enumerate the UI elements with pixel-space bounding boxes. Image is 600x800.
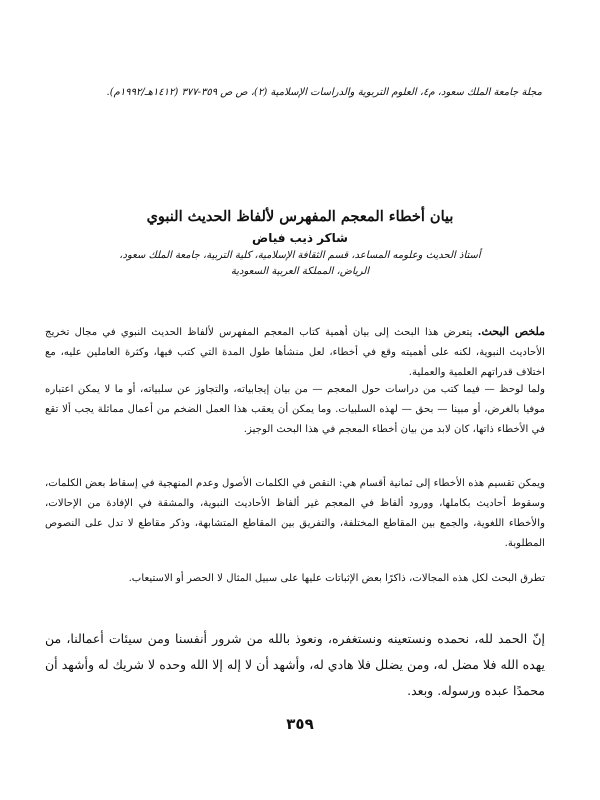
abstract-paragraph-3: ويمكن تقسيم هذه الأخطاء إلى ثمانية أقسام هي: النقص في الكلمات الأصول وعدم المنهجية في إسقاط بعض الكلمات، وسقوط أحاديث بكاملها، وورود ألفاظ في المعجم غير ألفاظ الأحاديث النبوية، والمشقة في الإفادة من الإحالات، والأخطاء اللغوية، والجمع بين المقاطع المختلفة، والتفريق بين المقاطع المتشابهة، وذكر مقاطع لا تدل على النصوص المطلوبة. xyxy=(45,478,545,549)
article-title: بيان أخطاء المعجم المفهرس لألفاظ الحديث النبوي xyxy=(146,208,454,225)
body-opening-paragraph: إنّ الحمد لله، نحمده ونستعينه ونستغفره، ونعوذ بالله من شرور أنفسنا ومن سيئات أعمالنا، من يهده الله فلا مضل له، ومن يضلل فلا هادي له، وأشهد أن لا إله إلا الله وحده لا شريك له وأشهد أن محمدًا عبده ورسوله. وبعد. xyxy=(45,631,545,698)
abstract-text-1: يتعرض هذا البحث إلى بيان أهمية كتاب المعجم المفهرس لألفاظ الحديث النبوي في مجال تخريج الأحاديث النبوية، لكنه على أهميته وقع في أخطاء، لعل منشأها طول المدة التي كتب فيها، وكثرة العاملين عليه، مع اختلاف قدراتهم العلمية والعملية. xyxy=(45,327,545,378)
abstract-lead: ملخص البحث. xyxy=(477,325,545,338)
author-name: شاكر ذيب فياض xyxy=(252,231,348,245)
abstract-paragraph-4: تطرق البحث لكل هذه المجالات، ذاكرًا بعض الإثباتات عليها على سبيل المثال لا الحصر أو الاستيعاب. xyxy=(128,573,545,584)
journal-citation-header: مجلة جامعة الملك سعود، م٤، العلوم التربوية والدراسات الإسلامية (٢)، ص ص ٣٥٩-٣٧٧ (١٤١٢هـ/١٩٩٢م). xyxy=(106,87,542,98)
author-affiliation-line1: أستاذ الحديث وعلومه المساعد، قسم الثقافة الإسلامية، كلية التربية، جامعة الملك سعود، xyxy=(119,250,481,261)
abstract-paragraph-2: ولما لوحظ — فيما كتب من دراسات حول المعجم — من بيان إيجابياته، والتجاوز عن سلبياته، أو ما لا يمكن اعتباره موفيا بالغرض، أو مبينا — بحق — لهذه السلبيات. وما يمكن أن يعقب هذا العمل الضخم من أعمال مماثلة يجب ألا تقع في الأخطاء ذاتها، كان لابد من بيان أخطاء المعجم في هذا البحث الوجيز. xyxy=(45,384,545,435)
abstract-paragraph-1 xyxy=(45,322,545,383)
page-number: ٣٥٩ xyxy=(286,715,314,733)
author-affiliation-line2: الرياض، المملكة العربية السعودية xyxy=(230,266,370,277)
article-title-block xyxy=(60,206,540,280)
